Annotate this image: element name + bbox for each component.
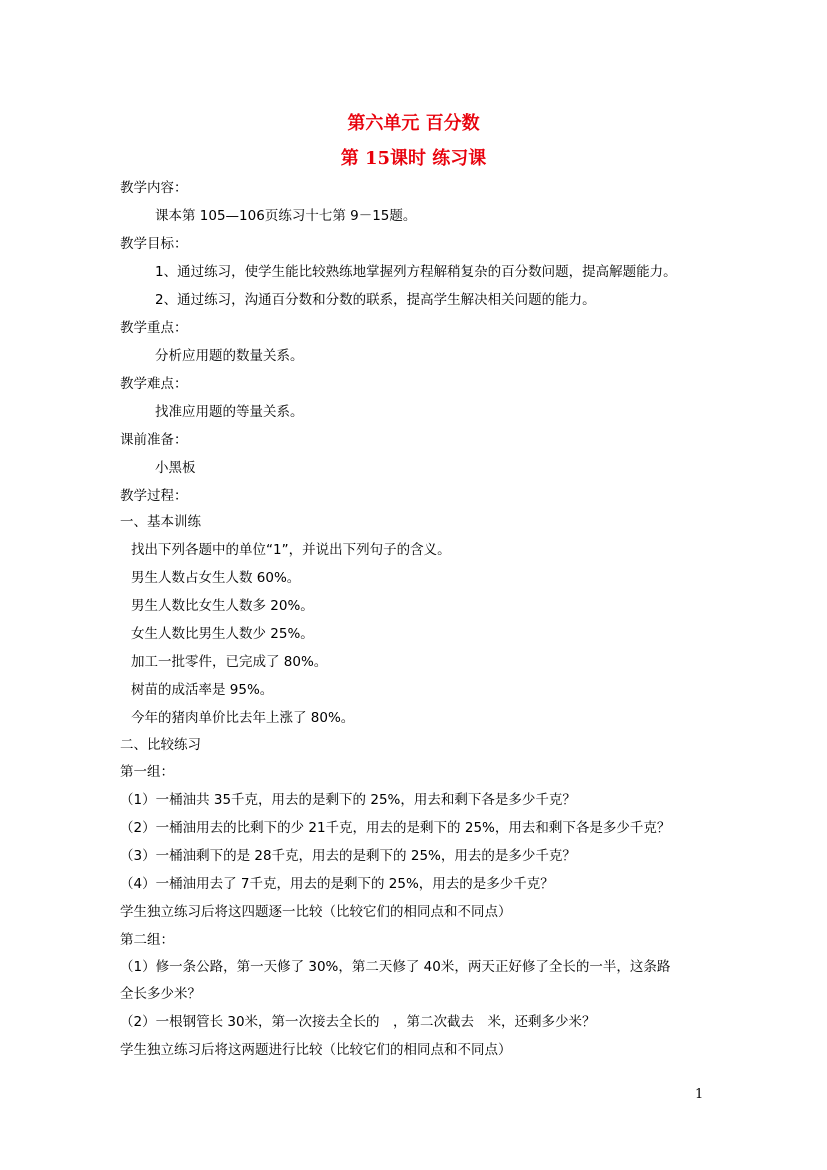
basic-training-item: 女生人数比男生人数少 25%。 [131, 626, 314, 642]
group-1-note: 学生独立练习后将这四题逐一比较（比较它们的相同点和不同点） [120, 904, 512, 920]
heading-difficulties: 教学难点： [120, 376, 188, 392]
basic-training-item: 男生人数比女生人数多 20%。 [131, 598, 314, 614]
basic-training-item: 男生人数占女生人数 60%。 [131, 570, 301, 586]
unit-title: 第六单元 百分数 [347, 113, 480, 134]
goal-2: 2、通过练习，沟通百分数和分数的联系，提高学生解决相关问题的能力。 [155, 292, 596, 308]
paragraph-difficulties: 找准应用题的等量关系。 [155, 404, 304, 420]
heading-key-points: 教学重点： [120, 320, 188, 336]
section-basic-training: 一、基本训练 [120, 514, 201, 530]
basic-training-item: 今年的猪肉单价比去年上涨了 80%。 [131, 710, 355, 726]
paragraph-key-points: 分析应用题的数量关系。 [155, 348, 304, 364]
group-2-question-continued: 全长多少米？ [120, 986, 201, 1002]
group-2-question: （2）一根钢管长 30米，第一次接去全长的 ，第二次截去 米，还剩多少米？ [120, 1014, 596, 1030]
heading-process: 教学过程： [120, 488, 188, 504]
section-comparison: 二、比较练习 [120, 737, 201, 753]
page-number: 1 [695, 1087, 704, 1102]
heading-content: 教学内容： [120, 180, 188, 196]
paragraph-content: 课本第 105—106页练习十七第 9－15题。 [155, 208, 417, 224]
lesson-title: 第 15课时 练习课 [340, 148, 487, 169]
heading-goals: 教学目标： [120, 236, 188, 252]
group-1-heading: 第一组： [120, 764, 174, 780]
group-2-heading: 第二组： [120, 932, 174, 948]
heading-preparation: 课前准备： [120, 432, 188, 448]
basic-training-intro: 找出下列各题中的单位“1”，并说出下列句子的含义。 [131, 542, 451, 558]
basic-training-item: 加工一批零件，已完成了 80%。 [131, 654, 328, 670]
group-2-question: （1）修一条公路，第一天修了 30%，第二天修了 40米，两天正好修了全长的一半，这条路 [120, 959, 671, 975]
goal-1: 1、通过练习，使学生能比较熟练地掌握列方程解稍复杂的百分数问题，提高解题能力。 [155, 264, 677, 280]
basic-training-item: 树苗的成活率是 95%。 [131, 682, 274, 698]
group-1-question: （3）一桶油剩下的是 28千克，用去的是剩下的 25%，用去的是多少千克？ [120, 848, 576, 864]
group-1-question: （1）一桶油共 35千克，用去的是剩下的 25%，用去和剩下各是多少千克？ [120, 792, 576, 808]
paragraph-preparation: 小黑板 [155, 460, 196, 476]
group-2-note: 学生独立练习后将这两题进行比较（比较它们的相同点和不同点） [120, 1042, 512, 1058]
group-1-question: （4）一桶油用去了 7千克，用去的是剩下的 25%，用去的是多少千克？ [120, 876, 554, 892]
group-1-question: （2）一桶油用去的比剩下的少 21千克，用去的是剩下的 25%，用去和剩下各是多少千克？ [120, 820, 671, 836]
